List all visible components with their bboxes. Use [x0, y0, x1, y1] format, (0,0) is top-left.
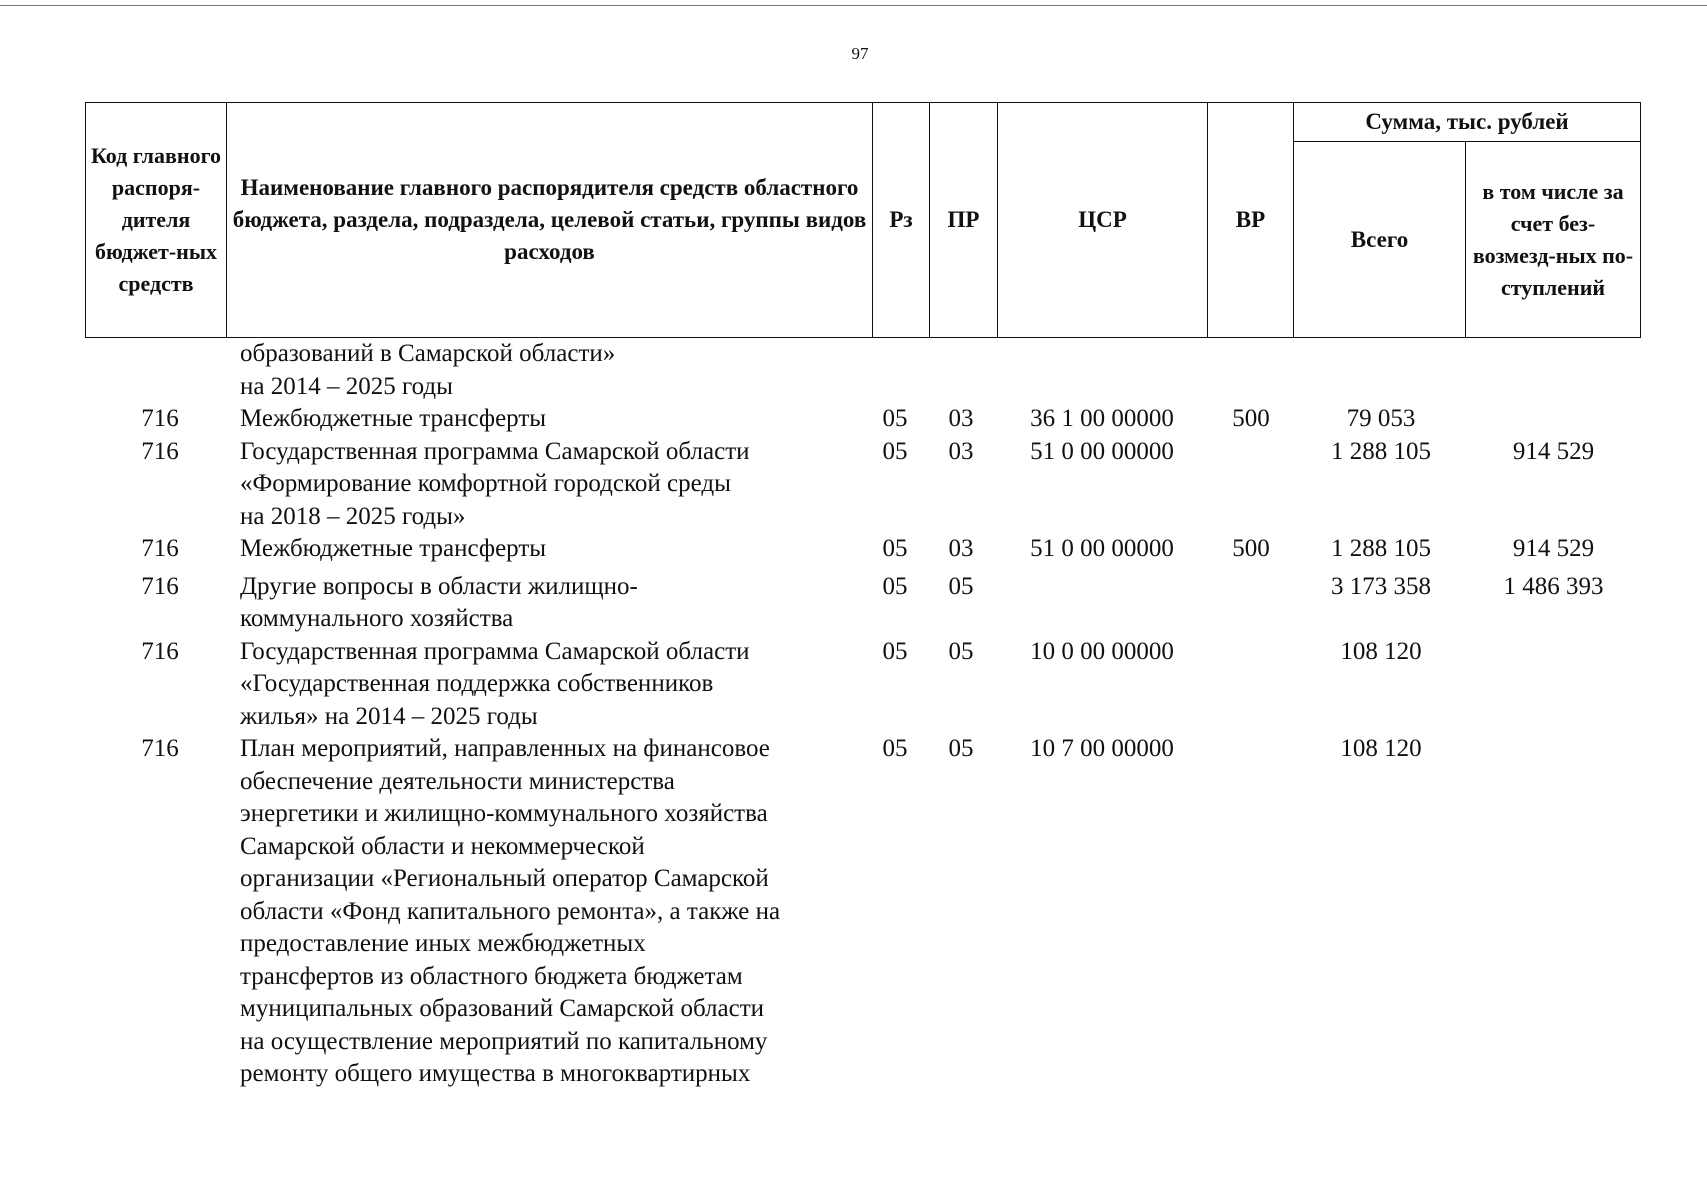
- cell-pr: 05: [948, 735, 974, 762]
- cell-name: образований в Самарской области» на 2014 – 2025 годы: [240, 340, 616, 400]
- cell-name: Государственная программа Самарской области «Государственная поддержка собственников жилья» на 2014 – 2025 годы: [240, 637, 750, 730]
- cell-kod: 716: [141, 572, 179, 600]
- scan-edge-line: [0, 5, 1707, 6]
- cell-kod: 716: [141, 535, 179, 562]
- table-header: [85, 102, 1641, 338]
- header-name: Наименование главного распорядителя средств областного бюджета, раздела, подраздела, целевой статьи, группы видов расходов: [227, 103, 873, 338]
- header-sum: Сумма, тыс. рублей: [1294, 103, 1641, 142]
- cell-csr: 36 1 00 00000: [1030, 405, 1174, 432]
- cell-rz: 05: [882, 735, 908, 762]
- cell-vsego: 79 053: [1346, 405, 1416, 432]
- cell-csr: 10 0 00 00000: [1030, 637, 1174, 665]
- table-row: [85, 636, 1640, 734]
- header-pr: ПР: [930, 103, 998, 338]
- cell-vsego: 108 120: [1340, 637, 1422, 665]
- cell-bez: 914 529: [1512, 437, 1595, 465]
- cell-vsego: 108 120: [1340, 735, 1422, 762]
- cell-rz: 05: [882, 437, 908, 465]
- table-row: [85, 733, 1640, 1091]
- cell-vr: 500: [1232, 535, 1270, 562]
- table-row: [85, 533, 1640, 566]
- cell-kod: 716: [141, 735, 179, 762]
- cell-csr: 51 0 00 00000: [1030, 535, 1174, 562]
- cell-pr: 03: [948, 437, 974, 465]
- cell-pr: 05: [948, 637, 974, 665]
- cell-vsego: 1 288 105: [1331, 437, 1431, 465]
- table-row: [85, 571, 1640, 636]
- table-body: [85, 338, 1640, 1091]
- cell-rz: 05: [882, 535, 908, 562]
- cell-bez: 1 486 393: [1503, 572, 1604, 600]
- cell-pr: 03: [948, 405, 974, 432]
- cell-name: Другие вопросы в области жилищно- коммунального хозяйства: [240, 572, 638, 632]
- cell-pr: 05: [948, 572, 974, 600]
- cell-rz: 05: [882, 572, 908, 600]
- header-kod: Код главного распоря-дителя бюджет-ных средств: [86, 103, 227, 338]
- header-vr: ВР: [1208, 103, 1294, 338]
- header-vsego: Всего: [1294, 142, 1466, 338]
- table-row: [85, 338, 1640, 403]
- cell-name: План мероприятий, направленных на финансовое обеспечение деятельности министерства энергетики и жилищно-коммунального хозяйства Самарской области и некоммерческой организации «Региональный оператор Самарской области «Фонд капитального ремонта», а также на предоставление иных межбюджетных трансфертов из областного бюджета бюджетам муниципальных образований Самарской области на осуществление мероприятий по капитальному ремонту общего имущества в многоквартирных: [240, 735, 781, 1087]
- header-csr: ЦСР: [998, 103, 1208, 338]
- cell-csr: 51 0 00 00000: [1030, 437, 1174, 465]
- cell-vsego: 1 288 105: [1331, 535, 1431, 562]
- table-row: [85, 436, 1640, 534]
- cell-rz: 05: [882, 637, 908, 665]
- table-row: [85, 403, 1640, 436]
- cell-kod: 716: [141, 405, 179, 432]
- cell-vr: 500: [1232, 405, 1270, 432]
- cell-bez: 914 529: [1512, 535, 1595, 562]
- cell-name: Межбюджетные трансферты: [240, 535, 547, 562]
- page-number: 97: [851, 44, 869, 63]
- cell-kod: 716: [141, 437, 179, 465]
- cell-name: Межбюджетные трансферты: [240, 405, 547, 432]
- cell-name: Государственная программа Самарской области «Формирование комфортной городской среды на 2018 – 2025 годы»: [240, 437, 750, 530]
- cell-csr: 10 7 00 00000: [1030, 735, 1174, 762]
- cell-pr: 03: [948, 535, 974, 562]
- cell-vsego: 3 173 358: [1331, 572, 1431, 600]
- cell-rz: 05: [882, 405, 908, 432]
- header-rz: Рз: [873, 103, 930, 338]
- header-bez: в том числе за счет без-возмезд-ных по-ступлений: [1466, 142, 1641, 338]
- cell-kod: 716: [141, 637, 179, 665]
